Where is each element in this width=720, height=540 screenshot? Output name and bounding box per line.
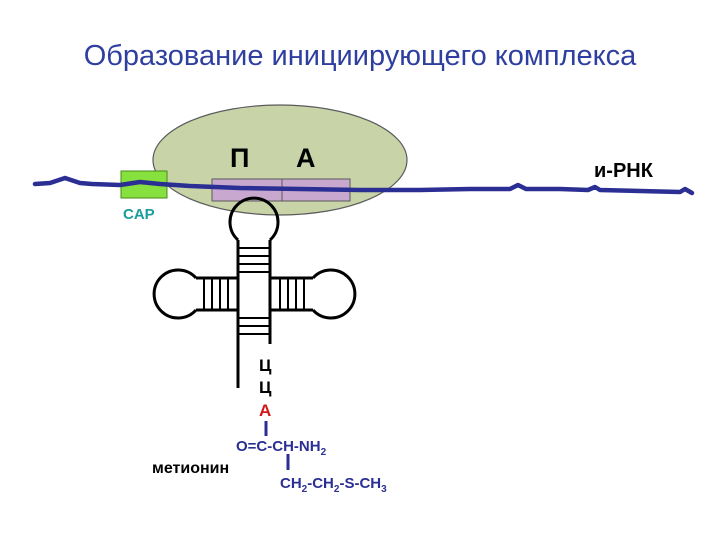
trna-nucleotide-a: А <box>259 401 272 420</box>
mrna-label: и-РНК <box>594 160 653 182</box>
page-title: Образование инициирующего комплекса <box>83 40 637 72</box>
ribosome-site-a-label: А <box>296 143 316 173</box>
trna-nucleotide-c1: Ц <box>259 356 272 375</box>
trna-cloverleaf <box>154 198 355 388</box>
ribosome-site-p-label: П <box>230 143 250 173</box>
amino-acid-formula-line1: $O=C-CH-NH_2$ <box>236 438 327 458</box>
trna-nucleotide-c2: Ц <box>259 378 272 397</box>
amino-acid-name: метионин <box>152 460 230 477</box>
cap-label: CAP <box>123 206 155 223</box>
amino-acid-formula-line2: $CH_2-CH_2-S-CH_3$ <box>280 475 387 495</box>
